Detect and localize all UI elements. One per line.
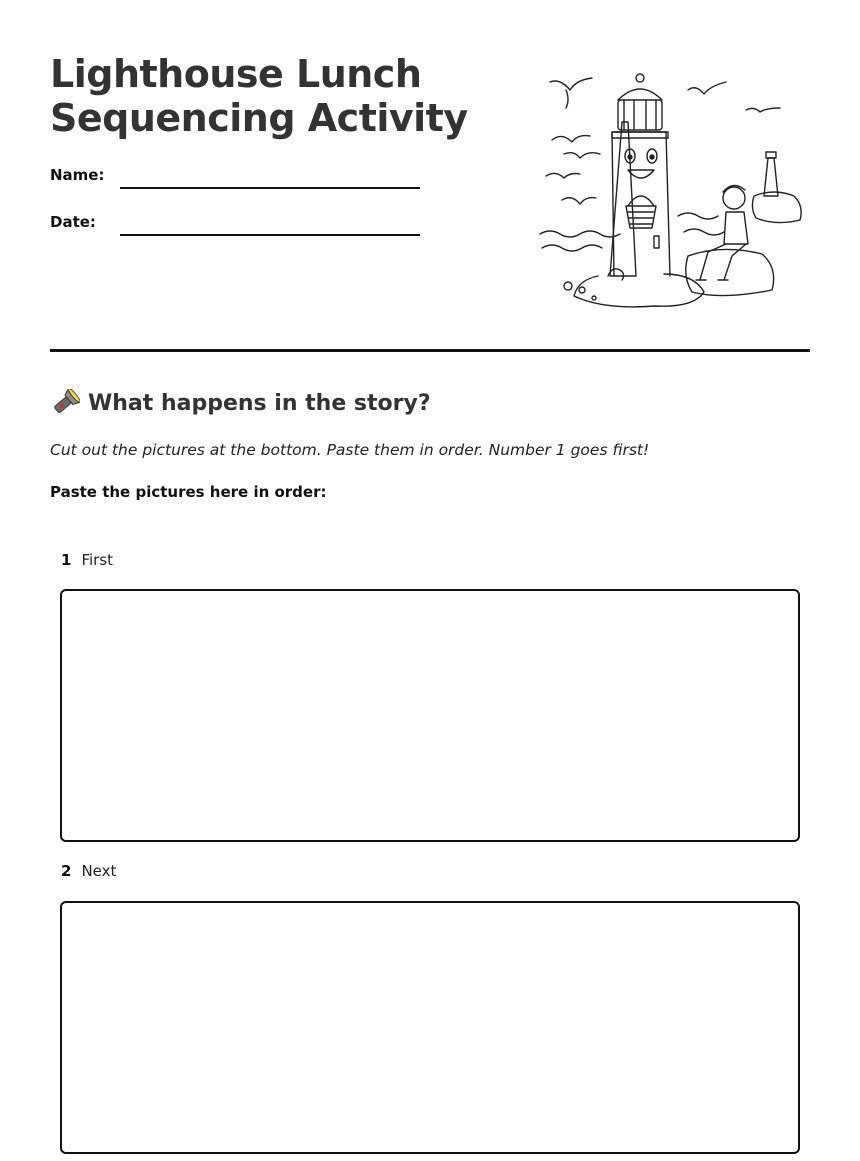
lighthouse-illustration-icon [538, 66, 808, 312]
step-2-number: 2 [61, 862, 72, 880]
title-line-2: Sequencing Activity [50, 96, 468, 140]
title-line-1: Lighthouse Lunch [50, 52, 422, 96]
step-2-label [61, 862, 116, 880]
step-1-label [61, 551, 113, 569]
date-write-line[interactable] [120, 234, 420, 236]
step-1-text: First [81, 551, 114, 569]
paste-label: Paste the pictures here in order: [50, 483, 327, 501]
section-heading-text: What happens in the story? [88, 390, 431, 416]
date-label: Date: [50, 213, 96, 231]
paste-box-1[interactable] [60, 589, 800, 842]
step-2-text: Next [81, 862, 117, 880]
name-write-line[interactable] [120, 187, 420, 189]
header-divider [50, 349, 810, 352]
name-label: Name: [50, 166, 105, 184]
worksheet-title [50, 52, 468, 140]
step-1-number: 1 [61, 551, 72, 569]
paste-box-2[interactable] [60, 901, 800, 1154]
section-heading [50, 389, 431, 417]
flashlight-icon [50, 389, 80, 417]
instructions-text: Cut out the pictures at the bottom. Paste them in order. Number 1 goes first! [50, 441, 650, 459]
